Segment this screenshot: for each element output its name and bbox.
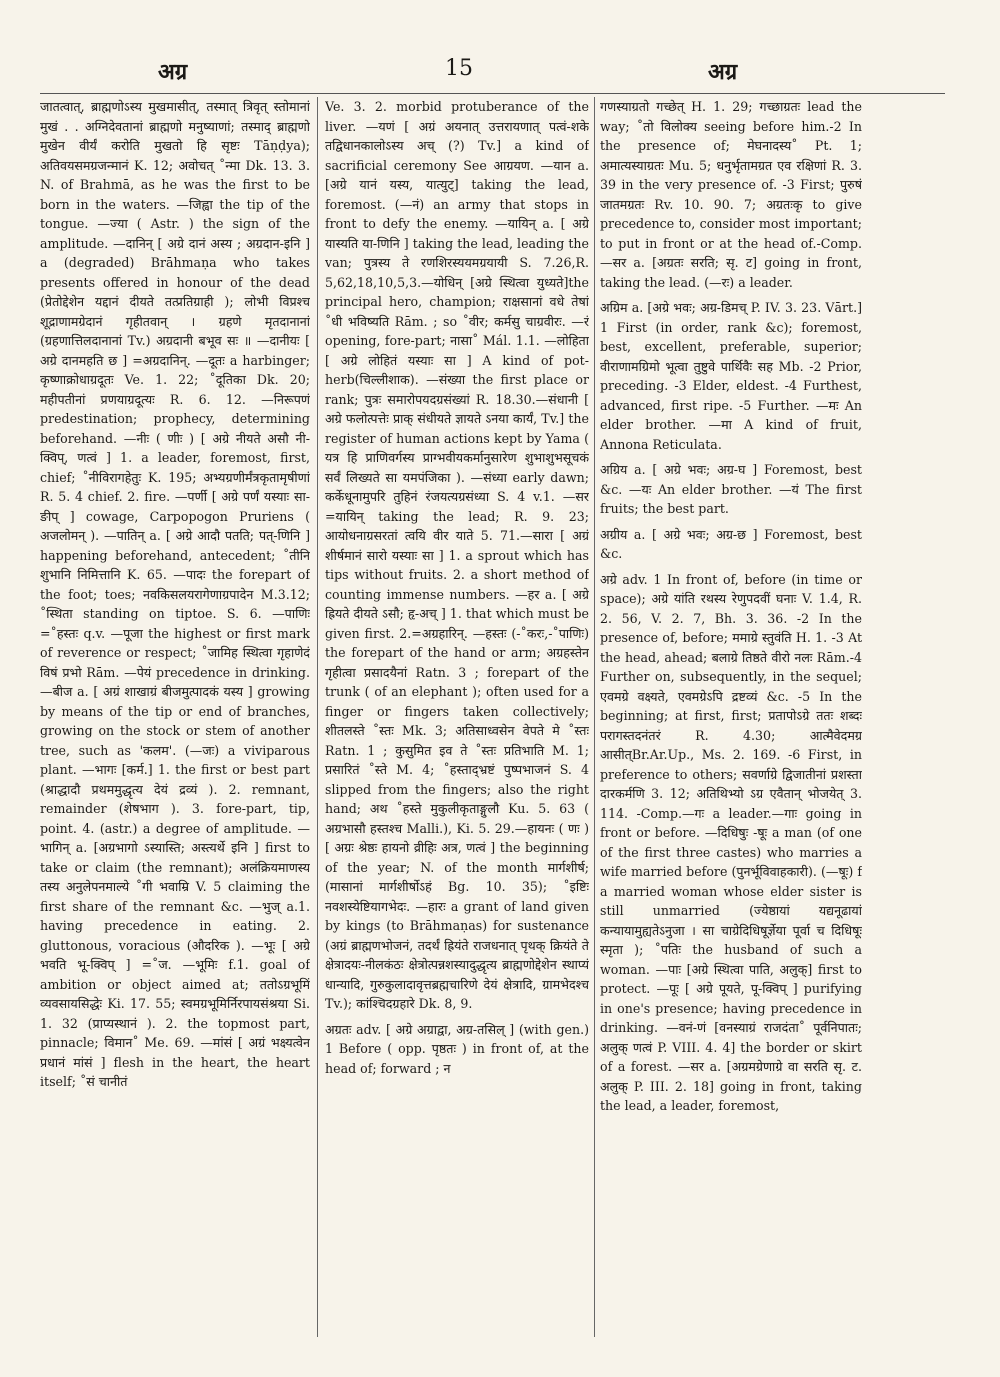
- right-headword: अग्र: [708, 60, 738, 85]
- entry-text: अग्रे adv. 1 In front of, before (in time or space); अग्रे यांति रथस्य रेणुपदवीं घनाः V. 1.4, R. 2. 56, V. 2. 7, Bh. 3. 36. -2 In the presence of, before; ममाग्रे स्तुवंति H. 1. -3 At the head, ahead; बलाग्रे तिष्ठते वीरो नलः Rām.-4 Further on, subsequently, in the sequel; एवमग्रे वक्ष्यते, एवमग्रेऽपि द्रष्टव्यं &c. -5 In the beginning; at first, first; प्रतापोऽग्रे ततः शब्दः परागस्तदनंतरं R. 4.30; आत्मैवेदमग्र आसीत्Br.Ar.Up., Ms. 2. 169. -6 First, in preference to others; सवर्णाग्रे द्विजातीनां प्रशस्ता दारकर्मणि 3. 12; अतिथिभ्यो ऽग्र एवैतान् भोजयेत् 3. 114. -Comp.—गः a leader.—गाः going in front or before. —दिधिषुः -षूः a man (of one of the first three castes) who marries a wife married before (पुनर्भूविवाहकारी). (—षूः) f a married woman whose elder sister is still unmarried (ज्येष्ठायां यद्यनूढायां कन्यायामुह्यतेऽनुजा । सा चाग्रेदिधिषूर्ज्ञेया पूर्वा च दिधिषूः स्मृता ); ˚पतिः the husband of such a woman. —पाः [अग्रे स्थित्वा पाति, अलुक्] first to protect. —पूः [ अग्रे पूयते, पू-क्विप् ] purifying in one's presence; having precedence in drinking. —वनं-णं [वनस्याग्रं राजदंता˚ पूर्वनिपातः; अलुक् णत्वं P. VIII. 4. 4] the border or skirt of a forest. —सर a. [अग्रमग्रेणाग्रे वा सरति सृ. ट. अलुक् P. III. 2. 18] going in front, taking the lead, a leader, foremost,: [600, 571, 862, 1113]
- entry-text: अग्रिम a. [अग्रे भवः; अग्र-डिमच् P. IV. 3. 23. Vārt.] 1 First (in order, rank &c); foremost, best, excellent, preferable, superior; वीराणामग्रिमो भूत्वा तुष्टुवे पार्थिवैः सह Mb. -2 Prior, preceding. -3 Elder, eldest. -4 Furthest, advanced, first ripe. -5 Further. —मः An elder brother. —मा A kind of fruit, Annona Reticulata.: [600, 300, 862, 452]
- page-header: [40, 56, 945, 90]
- entry-text: जातत्वात्, ब्राह्मणोऽस्य मुखमासीत्, तस्मात् त्रिवृत् स्तोमानां मुखं . . अग्निदेवतानां ब्राह्मणो मनुष्याणां; तस्माद् ब्राह्मणो मुखेन वीर्यं करोति मुखतो हि सृष्टः Tāṇḍya); अतिवयसमग्रजन्मानं K. 12; अवोचत् ˚न्मा Dk. 13. 3. N. of Brahmā, as he was the first to be born in the waters. —जिह्वा the tip of the tongue. —ज्या ( Astr. ) the sign of the amplitude. —दानिन् [ अग्रे दानं अस्य ; अग्रदान-इनि ] a (degraded) Brāhmaṇa who takes presents offered in honour of the dead (प्रेतोद्देशेन यद्दानं दीयते तत्प्रतिग्राही ); लोभी विप्रश्च शूद्राणामग्रेदानं गृहीतवान् । ग्रहणे मृतदानानां (ग्रहणात्तिलदानानां Tv.) अग्रदानी बभूव सः ॥ —दानीयः [ अग्रे दानमहति छ ] =अग्रदानिन्. —दूतः a harbinger; कृष्णाक्रोधाग्रदूतः Ve. 1. 22; ˚दूतिका Dk. 20; महीपतीनां प्रणयाग्रदूत्यः R. 6. 12. —निरूपणं predestination; prophecy, determining beforehand. —नीः ( णीः ) [ अग्रे नीयते असौ नी-क्विप्, णत्वं ] 1. a leader, foremost, first, chief; ˚नीविरागहेतुः K. 195; अभ्यग्रणीर्मंत्रकृतामृषीणां R. 5. 4 chief. 2. fire. —पर्णी [ अग्रे पर्णं यस्याः सा-ङीप् ] cowage, Carpopogon Pruriens ( अजलोमन् ). —पातिन् a. [ अग्रे आदौ पतति; पत्-णिनि ] happening beforehand, antecedent; ˚तीनि शुभानि निमित्तानि K. 65. —पादः the forepart of the foot; toes; नवकिसलयरागेणाग्रपादेन M.3.12; ˚स्थिता standing on tiptoe. S. 6. —पाणिः =˚हस्तः q.v. —पूजा the highest or first mark of reverence or respect; ˚जामिह स्थित्वा गृहाणेदं विषं प्रभो Rām. —पेयं precedence in drinking. —बीज a. [ अग्रं शाखाग्रं बीजमुत्पादकं यस्य ] growing by means of the tip or end of branches, growing on the stock or stem of another tree, such as 'कलम'. (—जः) a viviparous plant. —भागः [कर्म.] 1. the first or best part (श्राद्धादौ प्रथममुद्धृत्य देयं द्रव्यं ). 2. remnant, remainder (शेषभाग ). 3. fore-part, tip, point. 4. (astr.) a degree of amplitude. —भागिन् a. [अग्रभागो ऽस्यास्ति; अस्त्यर्थे इनि ] first to take or claim (the remnant); अलंक्रियमाणस्य तस्य अनुलेपनमाल्ये ˚गी भवाम्रि V. 5 claiming the first share of the remnant &c. —भुज् a.1. having precedence in eating. 2. gluttonous, voracious (औदरिक ). —भूः [ अग्रे भवति भू-क्विप् ] =˚ज. —भूमिः f.1. goal of ambition or object aimed at; ततोऽग्रभूमिं व्यवसायसिद्धेः Ki. 17. 55; स्वमग्रभूमिर्निरपायसंश्रया Si. 1. 32 (प्राप्यस्थानं ). 2. the topmost part, pinnacle; विमान˚ Me. 69. —मांसं [ अग्रं भक्ष्यत्वेन प्रधानं मांसं ] flesh in the heart, the heart itself; ˚सं चानीतं: [40, 99, 310, 1089]
- column-3: [600, 97, 862, 1337]
- entry-text: अग्रीय a. [ अग्रे भवः; अग्र-छ ] Foremost, best &c.: [600, 526, 862, 561]
- entry-text: गणस्याग्रतो गच्छेत् H. 1. 29; गच्छाग्रतः lead the way; ˚तो विलोक्य seeing before him.-2 In the presence of; मेघनादस्य˚ Pt. 1; अमात्यस्याग्रतः Mu. 5; धनुर्भृतामग्रत एव रक्षिणां R. 3. 39 in the very presence of. -3 First; पुरुषं जातमग्रतः Rv. 10. 90. 7; अग्रतःकृ to give precedence to, consider most important; to put in front or at the head of.-Comp. —सर a. [अग्रतः सरति; सृ. ट] going in front, taking the lead. (—रः) a leader.: [600, 99, 862, 290]
- column-1: [40, 97, 310, 1337]
- entry-text: अग्रिय a. [ अग्रे भवः; अग्र-घ ] Foremost, best &c. —यः An elder brother. —यं The first fruits; the best part.: [600, 462, 862, 516]
- page-number: 15: [445, 56, 473, 81]
- column-divider: [317, 97, 318, 1337]
- left-headword: अग्र: [158, 60, 188, 85]
- column-2: [325, 97, 589, 1337]
- entry-text: Ve. 3. 2. morbid protuberance of the liver. —यणं [ अग्रं अयनात् उत्तरायणात् पत्वं-शके तद्विधानकालोऽस्य अच् (?) Tv.] a kind of sacrificial ceremony See आग्रयण. —यान a. [अग्रे यानं यस्य, यात्युट्] taking the lead, foremost. (—नं) an army that stops in front to defy the enemy. —यायिन् a. [ अग्रे यास्यति या-णिनि ] taking the lead, leading the van; पुत्रस्य ते रणशिरस्ययमग्रयायी S. 7.26,R. 5,62,18,10,5,3.—योधिन् [अग्रे स्थित्वा युध्यते]the principal hero, champion; राक्षसानां वधे तेषां ˚धी भविष्यति Rām. ; so ˚वीर; कर्मसु चाग्रवीरः. —रं opening, fore-part; नासा˚ Mál. 1.1. —लोहिता [ अग्रे लोहितं यस्याः सा ] A kind of pot-herb(चिल्लीशाक). —संख्या the first place or rank; पुत्रः समारोपयदग्रसंख्यां R. 18.30.—संधानी [ अग्रे फलोत्पत्तेः प्राक् संधीयते ज्ञायते ऽनया कार्यं, Tv.] the register of human actions kept by Yama ( यत्र हि प्राणिवर्गस्य प्राग्भवीयकर्मानुसारेण शुभाशुभसूचकं सर्वं लिख्यते सा यमपंजिका ). —संध्या early dawn; कर्केधूनामुपरि तुहिनं रंजयत्यग्रसंध्या S. 4 v.1. —सर =यायिन् taking the lead; R. 9. 23; आयोधनाग्रसरतां त्वयि वीर याते 5. 71.—सारा [ अग्रं शीर्षमानं सारो यस्याः सा ] 1. a sprout which has tips without fruits. 2. a short method of counting immense numbers. —हर a. [ अग्रे ह्रियते दीयते ऽसौ; हृ-अच् ] 1. that which must be given first. 2.=अग्रहारिन्. —हस्तः (-˚करः,-˚पाणिः) the forepart of the hand or arm; अग्रहस्तेन गृहीत्वा प्रसादयैनां Ratn. 3 ; forepart of the trunk ( of an elephant ); often used for a finger or fingers taken collectively; शीतलस्ते ˚स्तः Mk. 3; अतिसाध्वसेन वेपते मे ˚स्तः Ratn. 1 ; कुसुमित इव ते ˚स्तः प्रतिभाति M. 1; प्रसारितं ˚स्ते M. 4; ˚हस्ताद्भ्रष्टं पुष्पभाजनं S. 4 slipped from the fingers; also the right hand; अथ ˚हस्ते मुकुलीकृताङ्गुलौ Ku. 5. 63 ( अग्रभासौ हस्तश्च Malli.), Ki. 5. 29.—हायनः ( णः ) [ अग्रः श्रेष्ठः हायनो व्रीहिः अत्र, णत्वं ] the beginning of the year; N. of the month मार्गशीर्ष; (मासानां मार्गशीर्षोऽहं Bg. 10. 35); ˚इष्टिः नवशस्येष्टियागभेदः. —हारः a grant of land given by kings (to Brāhmaṇas) for sustenance (अग्रं ब्राह्मणभोजनं, तदर्थं ह्रियंते राजधनात् पृथक् क्रियंते ते क्षेत्रादयः-नीलकंठः क्षेत्रोत्पन्नशस्यादुद्धृत्य ब्राह्मणोद्देशेन स्थाप्यं धान्यादि, गुरुकुलादावृत्तब्रह्मचारिणे देयं क्षेत्रादि, ग्रामभेदश्च Tv.); कांश्चिदग्रहारे Dk. 8, 9.: [325, 99, 589, 1011]
- column-divider: [594, 97, 595, 1337]
- header-rule: [40, 93, 945, 94]
- entry-text: अग्रतः adv. [ अग्रे अग्राद्वा, अग्र-तसिल् ] (with gen.) 1 Before ( opp. पृष्ठतः ) in front of, at the head of; forward ; न: [325, 1021, 589, 1076]
